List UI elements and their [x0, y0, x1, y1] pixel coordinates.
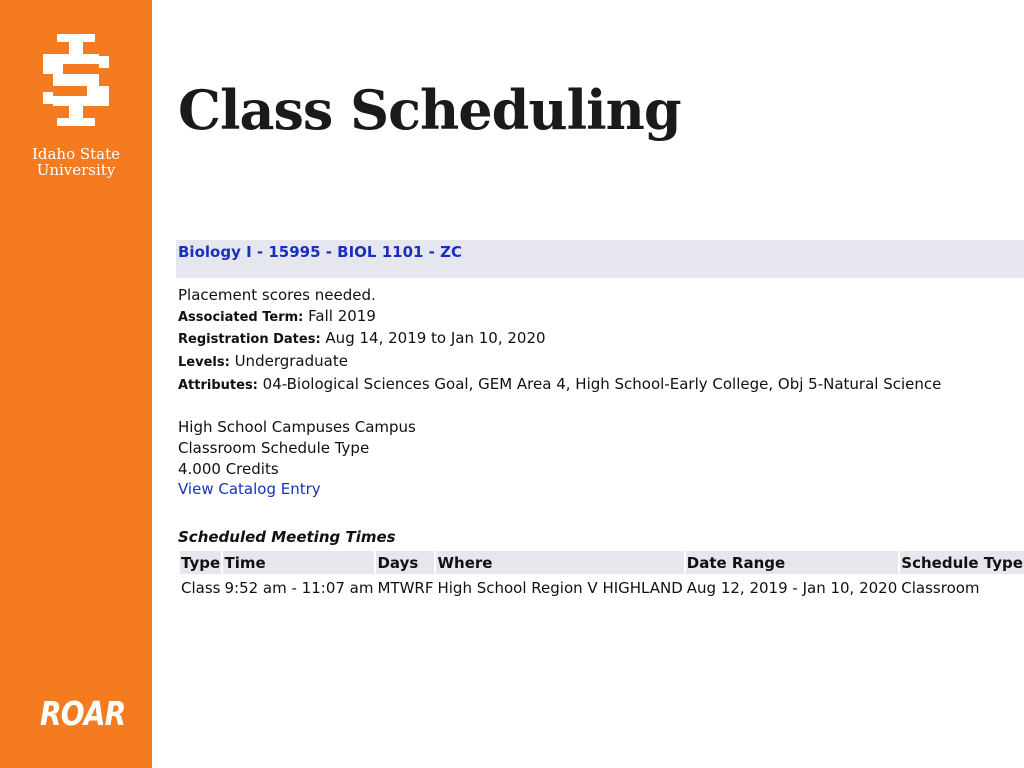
course-details [178, 285, 941, 500]
cell-where: High School Region V HIGHLAND [437, 578, 683, 597]
page-title: Class Scheduling [178, 78, 681, 142]
table-row [180, 576, 1024, 599]
attributes-row [178, 374, 941, 397]
spacer [178, 397, 941, 418]
associated-term-value: Fall 2019 [308, 306, 376, 325]
registration-dates-value: Aug 14, 2019 to Jan 10, 2020 [325, 329, 546, 348]
campus-text: High School Campuses Campus [178, 418, 416, 437]
schedule-type-text: Classroom Schedule Type [178, 438, 370, 457]
registration-dates-row [178, 328, 941, 351]
course-header-bar [176, 240, 1024, 278]
levels-label: Levels: [178, 355, 230, 371]
isu-logo-icon [43, 34, 109, 134]
course-title: Biology I - 15995 - BIOL 1101 - ZC [178, 243, 463, 261]
meeting-times-table [178, 549, 1024, 601]
university-name-line1: Idaho State [31, 145, 121, 163]
attributes-label: Attributes: [178, 377, 258, 393]
levels-value: Undergraduate [234, 352, 348, 371]
associated-term-row [178, 306, 941, 329]
university-name [0, 146, 152, 178]
cell-schedule-type: Classroom [901, 578, 980, 597]
brand-sidebar [0, 0, 152, 768]
header-days: Days [376, 551, 434, 574]
header-time: Time [223, 551, 374, 574]
cell-time: 9:52 am - 11:07 am [224, 578, 374, 597]
registration-dates-label: Registration Dates: [178, 332, 321, 348]
levels-row [178, 351, 941, 374]
cell-type: Class [181, 578, 221, 597]
cell-days: MTWRF [377, 578, 434, 597]
table-header-row [180, 551, 1024, 574]
roar-tagline: ROAR [40, 694, 126, 733]
header-schedule-type: Schedule Type [900, 551, 1024, 574]
scheduled-meeting-times-title: Scheduled Meeting Times [178, 528, 396, 546]
view-catalog-entry-link[interactable]: View Catalog Entry [178, 480, 321, 499]
cell-date-range: Aug 12, 2019 - Jan 10, 2020 [686, 578, 898, 597]
header-type: Type [180, 551, 221, 574]
attributes-value: 04-Biological Sciences Goal, GEM Area 4, High School-Early College, Obj 5-Natural Science [262, 374, 942, 393]
placement-note: Placement scores needed. [178, 286, 376, 304]
credits-text: 4.000 Credits [178, 459, 279, 478]
header-date-range: Date Range [686, 551, 899, 574]
header-where: Where [436, 551, 683, 574]
university-name-line2: University [36, 161, 116, 179]
associated-term-label: Associated Term: [178, 309, 304, 325]
